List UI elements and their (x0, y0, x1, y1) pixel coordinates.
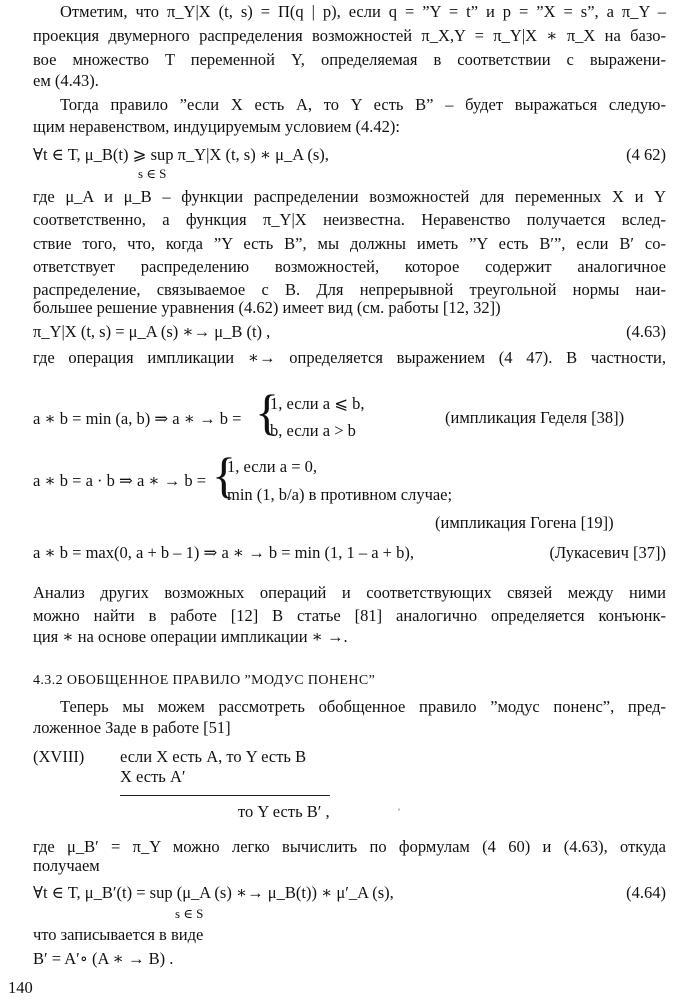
final-equation: B′ = A′∘ (A ∗ → B) . (33, 949, 174, 968)
text-line: ция ∗ на основе операции импликации ∗ →. (33, 627, 348, 646)
equation-4-64-subscript: s ∈ S (175, 906, 204, 921)
goguen-case-2: min (1, b/a) в противном случае; (227, 485, 453, 504)
equation-4-63: π_Y|X (t, s) = μ_A (s) ∗→ μ_B (t) , (33, 322, 271, 341)
equation-4-62-subscript: s ∈ S (138, 166, 167, 181)
godel-case-2: b, если a > b (270, 421, 356, 440)
goguen-label: (импликация Гогена [19]) (435, 513, 614, 532)
text-line: проекция двумерного распределения возможностей π_X,Y = π_Y|X ∗ π_X на базо- (33, 26, 666, 45)
left-brace: { (212, 447, 236, 503)
text-line: получаем (33, 856, 100, 875)
text-line: вое множество T переменной Y, определяемая в соответствии с выражени- (33, 50, 666, 69)
lukasiewicz-equation: a ∗ b = max(0, a + b – 1) ⇒ a ∗ → b = min (1, 1 – a + b), (33, 543, 414, 562)
rule-premise-1: если X есть A, то Y есть B (120, 747, 307, 766)
left-brace: { (255, 384, 279, 440)
lukasiewicz-label: (Лукасевич [37]) (549, 543, 666, 562)
section-heading: 4.3.2 ОБОБЩЕННОЕ ПРАВИЛО ”МОДУС ПОНЕНС” (33, 673, 376, 688)
text-line: где μ_A и μ_B – функции распределении возможностей для переменных X и Y (33, 187, 666, 206)
page-number: 140 (8, 978, 33, 997)
godel-equation: a ∗ b = min (a, b) ⇒ a ∗ → b = (33, 409, 242, 428)
text-line: что записывается в виде (33, 925, 204, 944)
rule-divider (120, 795, 330, 796)
text-line: Тогда правило ”если X есть A, то Y есть B” – будет выражаться следую- (60, 95, 666, 114)
godel-label: (импликация Геделя [38]) (445, 408, 625, 427)
text-line: Теперь мы можем рассмотреть обобщенное правило ”модус поненс”, пред- (60, 697, 666, 716)
text-line: ложенное Заде в работе [51] (33, 718, 231, 737)
text-line: распределение, связываемое с B. Для непрерывной треугольной нормы наи- (33, 280, 666, 299)
text-line: большее решение уравнения (4.62) имеет вид (см. работы [12, 32]) (33, 298, 501, 317)
text-line: можно найти в работе [12] В статье [81] аналогично определяется конъюнк- (33, 606, 666, 625)
equation-4-62: ∀t ∈ T, μ_B(t) ⩾ sup π_Y|X (t, s) ∗ μ_A (s), (33, 145, 329, 164)
equation-4-64: ∀t ∈ T, μ_B′(t) = sup (μ_A (s) ∗→ μ_B(t)) ∗ μ′_A (s), (33, 883, 394, 902)
stray-mark: ˌ (397, 797, 401, 811)
equation-number: (4.64) (626, 883, 666, 902)
text-line: ствие того, что, когда ”Y есть B”, мы должны иметь ”Y есть B′”, если B′ со- (33, 234, 666, 253)
text-line: Анализ других возможных операций и соответствующих связей между ними (33, 583, 666, 602)
text-line: ем (4.43). (33, 71, 99, 90)
text-line: где операция импликации ∗→ определяется выражением (4 47). В частности, (33, 348, 666, 367)
goguen-equation: a ∗ b = a · b ⇒ a ∗ → b = (33, 471, 207, 490)
rule-premise-2: X есть A′ (120, 767, 186, 786)
text-line: ответствует распределению возможностей, которое содержит аналогичное (33, 257, 666, 276)
rule-conclusion: то Y есть B′ , (238, 802, 330, 821)
text-line: соответственно, а функция π_Y|X неизвестна. Неравенство получается вслед- (33, 210, 666, 229)
text-line: Отметим, что π_Y|X (t, s) = П(q | p), если q = ”Y = t” и p = ”X = s”, а π_Y – (60, 2, 666, 21)
text-line: щим неравенством, индуцируемым условием (4.42): (33, 117, 400, 136)
equation-number: (4 62) (626, 145, 666, 164)
text-line: где μ_B′ = π_Y можно легко вычислить по формулам (4 60) и (4.63), откуда (33, 837, 666, 856)
equation-number: (4.63) (626, 322, 666, 341)
rule-label: (XVIII) (33, 747, 85, 766)
goguen-case-1: 1, если a = 0, (227, 457, 318, 476)
godel-case-1: 1, если a ⩽ b, (270, 394, 365, 413)
